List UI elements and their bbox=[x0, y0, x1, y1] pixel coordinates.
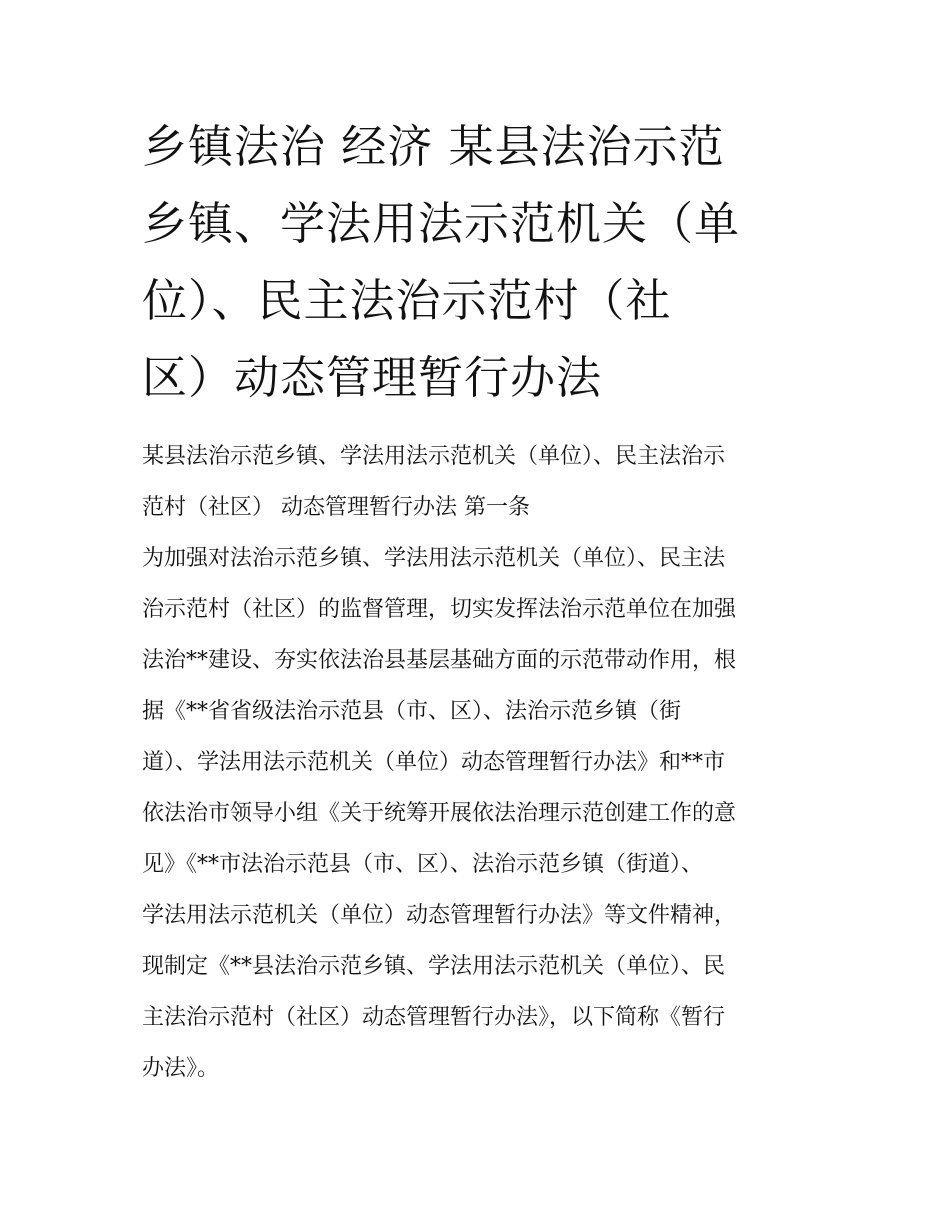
paragraph-line-7: 见》《**市法治示范县（市、区）、法治示范乡镇（街道）、 bbox=[142, 852, 704, 877]
title-line-3: 位）、民主法治示范村（社 bbox=[142, 274, 672, 327]
title-line-1: 乡镇法治 经济 某县法治示范 bbox=[142, 120, 725, 173]
paragraph-line-11: 办法》。 bbox=[142, 1056, 220, 1081]
intro-line-2: 范村（社区） 动态管理暂行办法 第一条 bbox=[142, 495, 530, 520]
paragraph-line-3: 法治**建设、夯实依法治县基层基础方面的示范带动作用，根 bbox=[142, 648, 737, 673]
intro-line-1: 某县法治示范乡镇、学法用法示范机关（单位）、民主法治示 bbox=[142, 444, 726, 469]
paragraph-line-8: 学法用法示范机关（单位）动态管理暂行办法》等文件精神， bbox=[142, 903, 737, 928]
article-one-paragraph bbox=[142, 533, 822, 1094]
document-title bbox=[142, 108, 822, 416]
paragraph-line-5: 道）、学法用法示范机关（单位）动态管理暂行办法》和**市 bbox=[142, 750, 726, 775]
title-line-2: 乡镇、学法用法示范机关（单 bbox=[142, 197, 741, 250]
title-line-4: 区）动态管理暂行办法 bbox=[142, 351, 603, 404]
paragraph-line-2: 治示范村（社区）的监督管理，切实发挥法治示范单位在加强 bbox=[142, 597, 737, 622]
paragraph-line-9: 现制定《**县法治示范乡镇、学法用法示范机关（单位）、民 bbox=[142, 954, 726, 979]
paragraph-line-1: 为加强对法治示范乡镇、学法用法示范机关（单位）、民主法 bbox=[142, 546, 726, 571]
paragraph-line-6: 依法治市领导小组《关于统筹开展依法治理示范创建工作的意 bbox=[142, 801, 737, 826]
intro-heading bbox=[142, 431, 822, 533]
paragraph-line-10: 主法治示范村（社区）动态管理暂行办法》，以下简称《暂行 bbox=[142, 1005, 726, 1030]
paragraph-line-4: 据《**省省级法治示范县（市、区）、法治示范乡镇（街 bbox=[142, 699, 682, 724]
